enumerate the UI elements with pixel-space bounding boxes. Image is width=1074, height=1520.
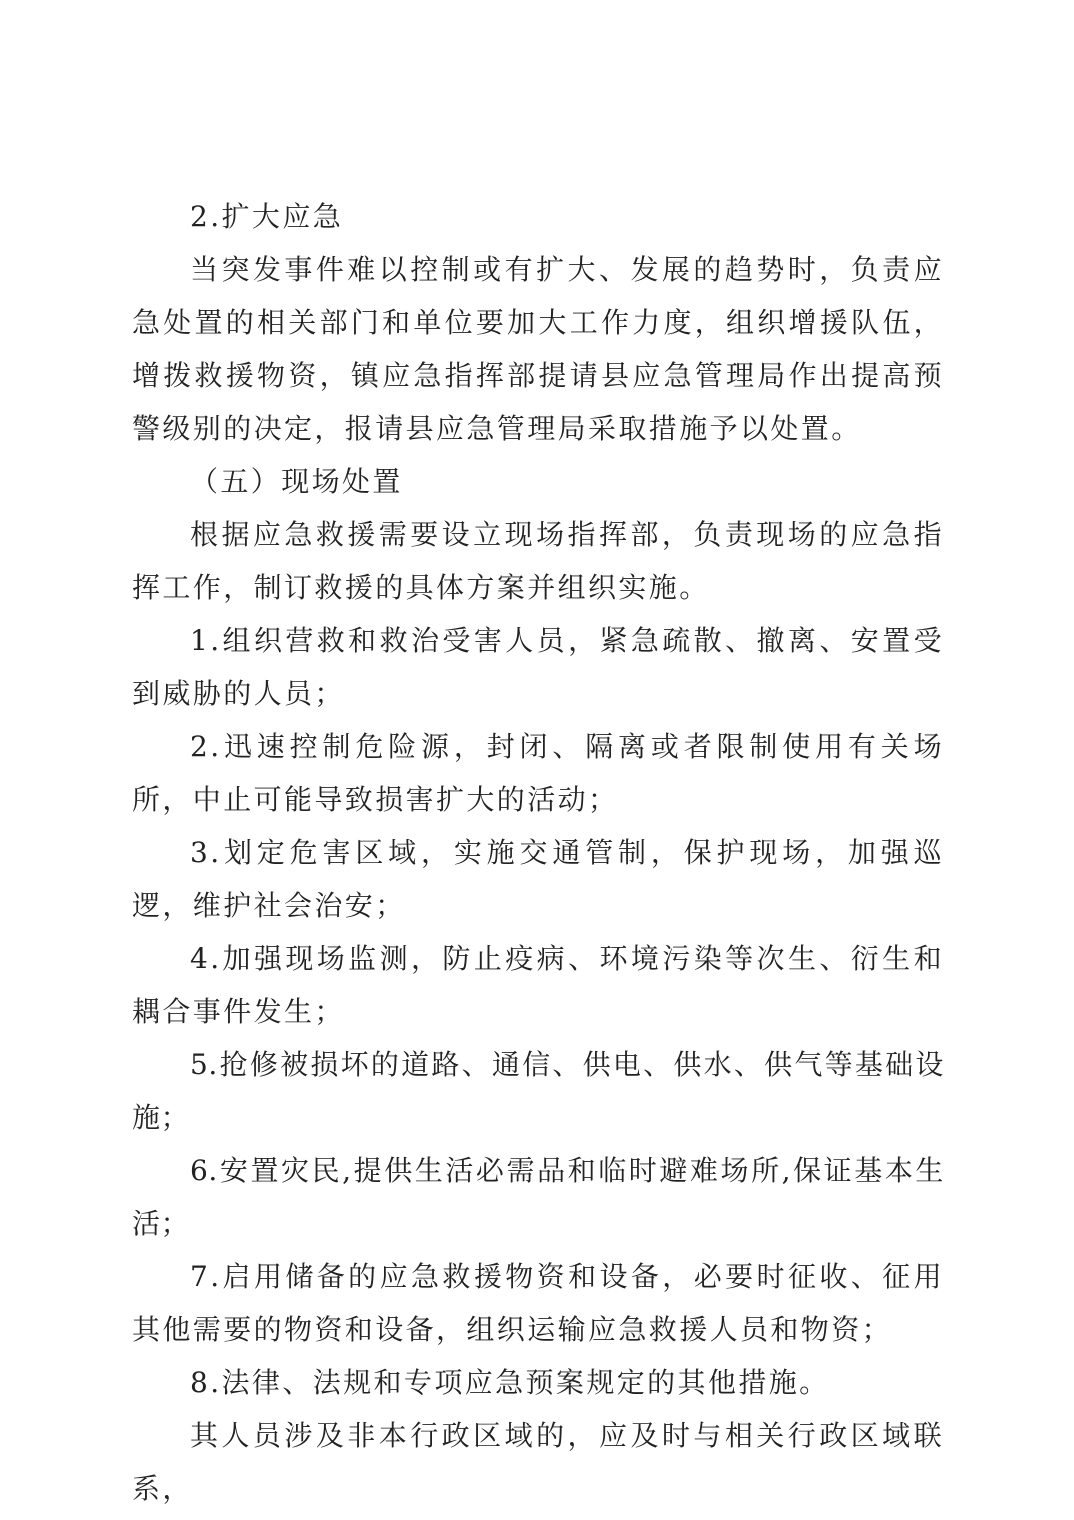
- paragraph-cross-region: 其人员涉及非本行政区域的，应及时与相关行政区域联系，: [132, 1419, 944, 1505]
- list-item-8: 8.法律、法规和专项应急预案规定的其他措施。: [190, 1366, 830, 1399]
- document-body: [132, 190, 944, 1515]
- paragraph-expand-emergency: 当突发事件难以控制或有扩大、发展的趋势时，负责应急处置的相关部门和单位要加大工作力度，组织增援队伍，增拨救援物资，镇应急指挥部提请县应急管理局作出提高预警级别的决定，报请县应急管理局采取措施予以处置。: [132, 253, 944, 445]
- list-item-5: 5.抢修被损坏的道路、通信、供电、供水、供气等基础设施；: [132, 1048, 944, 1134]
- section-heading-onsite-response: （五）现场处置: [190, 465, 403, 498]
- list-item-1: 1.组织营救和救治受害人员，紧急疏散、撤离、安置受到威胁的人员；: [132, 624, 944, 710]
- section-heading-expand-emergency: 2.扩大应急: [190, 200, 344, 233]
- list-item-6: 6.安置灾民,提供生活必需品和临时避难场所,保证基本生活；: [132, 1154, 944, 1240]
- list-item-7: 7.启用储备的应急救援物资和设备，必要时征收、征用其他需要的物资和设备，组织运输应急救援人员和物资；: [132, 1260, 944, 1346]
- list-item-2: 2.迅速控制危险源，封闭、隔离或者限制使用有关场所，中止可能导致损害扩大的活动；: [132, 730, 944, 816]
- list-item-4: 4.加强现场监测，防止疫病、环境污染等次生、衍生和耦合事件发生；: [132, 942, 944, 1028]
- list-item-3: 3.划定危害区域，实施交通管制，保护现场，加强巡逻，维护社会治安；: [132, 836, 944, 922]
- paragraph-onsite-command: 根据应急救援需要设立现场指挥部，负责现场的应急指挥工作，制订救援的具体方案并组织实施。: [132, 518, 944, 604]
